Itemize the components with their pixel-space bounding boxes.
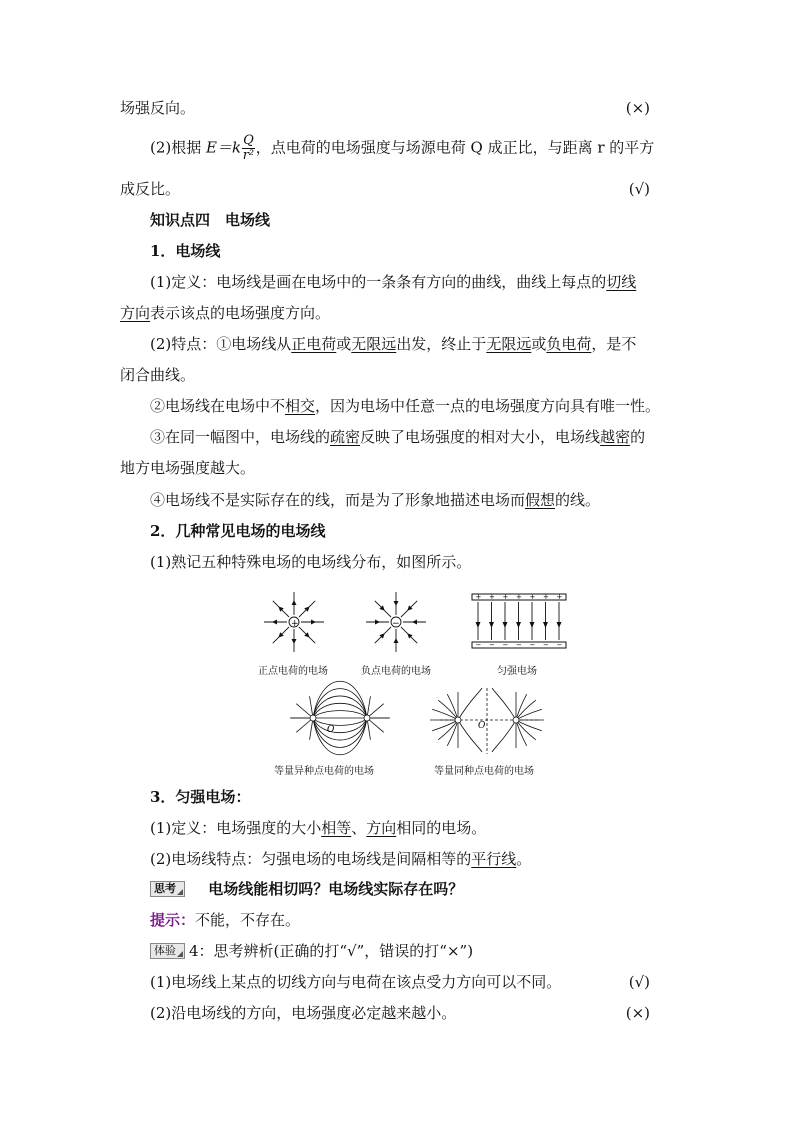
figure-caption: 等量同种点电荷的电场 (434, 766, 534, 777)
text-line (150, 1003, 650, 1023)
paragraph-text: 成反比。 (120, 180, 181, 198)
underlined-term: 无限远 (351, 335, 397, 353)
field-line (394, 638, 399, 643)
paragraph-text: 的线。 (555, 491, 601, 509)
field-line (375, 620, 380, 625)
paragraph-text: (2)特点：①电场线从 (150, 335, 292, 353)
think-badge: 思考 (150, 881, 185, 897)
underlined-term: 相交 (285, 397, 316, 415)
underlined-term: 相等 (321, 819, 352, 837)
minus-sign: − (489, 641, 495, 649)
text-line (120, 98, 650, 118)
field-line (530, 622, 535, 628)
text-line (150, 396, 660, 416)
origin-label: O (478, 721, 486, 731)
text-line (150, 972, 650, 992)
formula-denominator: r² (242, 148, 255, 163)
underlined-term: 正电荷 (291, 335, 337, 353)
paragraph-text: 出发，终止于 (396, 335, 487, 353)
field-line (489, 622, 494, 628)
formula-fraction (242, 134, 255, 163)
minus-sign: − (516, 641, 522, 649)
paragraph-text: (2)根据 (150, 138, 202, 157)
text-line (150, 334, 636, 354)
plus-sign: + (502, 593, 509, 601)
answer-mark: (√) (628, 973, 650, 991)
origin-label: O (327, 725, 335, 735)
paragraph-text: ③在同一幅图中，电场线的 (150, 428, 331, 446)
underlined-term: 平行线 (471, 850, 517, 868)
paragraph-text: ，是不 (591, 335, 637, 353)
underlined-term: 假想 (525, 491, 556, 509)
answer-mark: (×) (625, 99, 650, 117)
answer-mark: (×) (625, 1004, 650, 1022)
paragraph-text: ②电场线在电场中不 (150, 397, 286, 415)
hint-line (150, 910, 300, 930)
plus-sign: + (556, 593, 563, 601)
plus-sign: + (543, 593, 549, 601)
field-line (516, 720, 527, 746)
field-line (516, 694, 527, 720)
question-text: 电场线能相切吗？电场线实际存在吗？ (208, 880, 464, 898)
hint-label: 提示： (150, 911, 196, 929)
minus-symbol: − (392, 619, 400, 629)
minus-sign: − (475, 641, 482, 649)
minus-sign: − (556, 641, 563, 649)
text-line: 闭合曲线。 (120, 366, 196, 384)
hint-text: 不能，不存在。 (195, 911, 301, 929)
paragraph-text: (1)定义：电场强度的大小 (150, 819, 322, 837)
plus-sign: + (516, 593, 522, 601)
field-line (447, 694, 458, 720)
field-line (412, 620, 417, 625)
field-line (292, 600, 297, 605)
paragraph-text: 反映了电场强度的相对大小，电场线 (360, 428, 601, 446)
minus-sign: − (543, 641, 549, 649)
minus-sign: − (529, 641, 536, 649)
plus-sign: + (489, 593, 495, 601)
field-line (311, 620, 316, 625)
section-heading: 知识点四 电场线 (150, 211, 271, 229)
figure-caption: 负点电荷的电场 (361, 666, 431, 677)
field-line (516, 622, 521, 628)
field-line (292, 639, 297, 644)
field-line (503, 622, 508, 628)
underlined-term: 方向 (366, 819, 397, 837)
paragraph-text: 、 (351, 819, 367, 837)
plus-symbol: + (291, 619, 299, 629)
paragraph-text: ④电场线不是实际存在的线，而是为了形象地描述电场而 (150, 491, 526, 509)
paragraph-text: 场强反向。 (120, 99, 196, 117)
underlined-term: 切线 (606, 273, 637, 291)
text-line (150, 272, 636, 292)
underlined-term: 负电荷 (546, 335, 592, 353)
field-line (313, 711, 367, 718)
text-line (120, 303, 330, 323)
field-line (476, 622, 481, 628)
paragraph-text: 或 (531, 335, 547, 353)
paragraph-text: 的 (630, 428, 646, 446)
field-line (543, 622, 548, 628)
formula-lhs: E＝k (206, 138, 242, 157)
field-line (313, 718, 367, 725)
figure-caption: 匀强电场 (497, 666, 537, 677)
field-line (394, 601, 399, 606)
question-text: (1)电场线上某点的切线方向与电荷在该点受力方向可以不同。 (150, 973, 562, 991)
exercise-title (150, 941, 473, 961)
paragraph-text: ，因为电场中任意一点的电场强度方向具有唯一性。 (315, 397, 661, 415)
question-text: (2)沿电场线的方向，电场强度必定越来越小。 (150, 1004, 457, 1022)
field-line (272, 620, 277, 625)
field-line (458, 688, 482, 720)
paragraph-text: 或 (336, 335, 352, 353)
think-question (150, 879, 463, 899)
experience-badge: 体验 (150, 943, 185, 959)
field-line (557, 622, 562, 628)
paragraph-text: 相同的电场。 (396, 819, 487, 837)
field-line (492, 720, 516, 752)
underlined-term: 越密 (600, 428, 631, 446)
text-line (150, 134, 654, 163)
paragraph-text: ，点电荷的电场强度与场源电荷 Q 成正比，与距离 r 的平方 (255, 138, 655, 157)
subheading: 3．匀强电场： (150, 788, 251, 806)
field-line (447, 720, 458, 746)
plus-sign: + (475, 593, 482, 601)
figure-caption: 正点电荷的电场 (258, 666, 328, 677)
text-line (150, 427, 645, 447)
paragraph-text: (1)定义：电场线是画在电场中的一条条有方向的曲线，曲线上每点的 (150, 273, 607, 291)
paragraph-text: 。 (516, 850, 532, 868)
paragraph-text: 表示该点的电场强度方向。 (150, 304, 331, 322)
text-line (150, 849, 531, 869)
text-line: 地方电场强度越大。 (120, 459, 256, 477)
underlined-term: 无限远 (486, 335, 532, 353)
figure-caption: 等量异种点电荷的电场 (274, 766, 374, 777)
subheading: 2．几种常见电场的电场线 (150, 522, 326, 540)
exercise-text: 4：思考辨析(正确的打“√”，错误的打“×”) (189, 942, 474, 960)
minus-sign: − (502, 641, 509, 649)
field-line (313, 718, 367, 755)
text-line (120, 179, 650, 199)
text-line: (1)熟记五种特殊电场的电场线分布，如图所示。 (150, 553, 472, 571)
text-line (150, 818, 486, 838)
subheading: 1．电场线 (150, 242, 221, 260)
field-line (313, 681, 367, 718)
formula-numerator: Q (243, 133, 254, 148)
paragraph-text: (2)电场线特点：匀强电场的电场线是间隔相等的 (150, 850, 472, 868)
answer-mark: (√) (628, 180, 650, 198)
field-line (492, 688, 516, 720)
underlined-term: 方向 (120, 304, 151, 322)
underlined-term: 疏密 (330, 428, 361, 446)
plus-sign: + (529, 593, 536, 601)
text-line (150, 490, 600, 510)
